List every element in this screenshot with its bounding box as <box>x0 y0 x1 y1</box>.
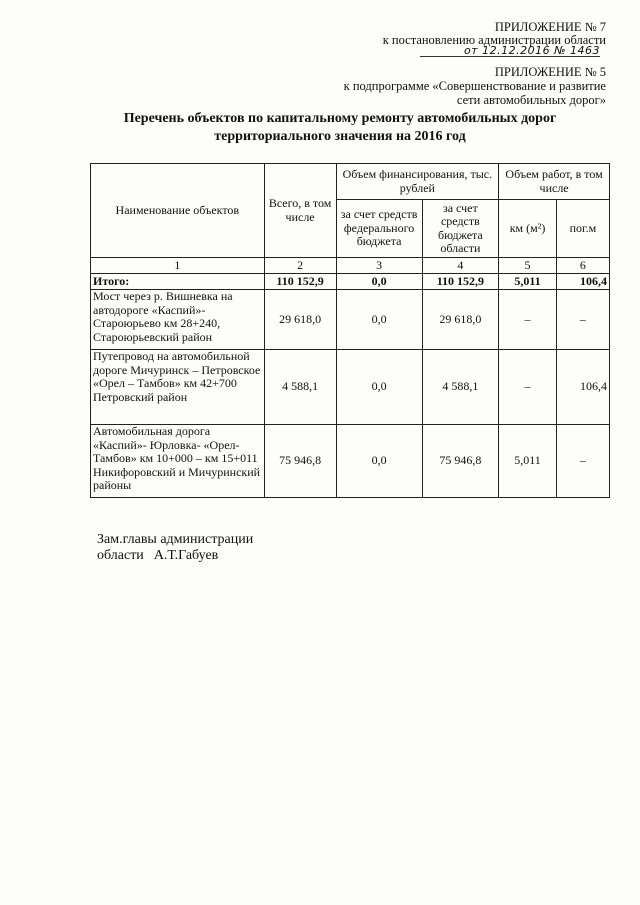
object-name: Мост через р. Вишневка на автодороге «Каспий»-Староюрьево км 28+240, Староюрьевский район <box>91 290 265 350</box>
total-label: Итого: <box>91 274 265 290</box>
object-federal: 0,0 <box>336 425 422 498</box>
header-total: Всего, в том числе <box>264 164 336 258</box>
appendix5-subtitle-line1: к подпрограмме «Совершенствование и развитие <box>343 79 606 93</box>
object-pm: – <box>556 290 609 350</box>
object-km: 5,011 <box>499 425 557 498</box>
header-financing-group: Объем финансирования, тыс. рублей <box>336 164 499 200</box>
column-numbers-row <box>91 258 610 274</box>
object-km: – <box>499 290 557 350</box>
col-num-3: 3 <box>336 258 422 274</box>
handwritten-underline <box>420 56 600 57</box>
table-row <box>91 290 610 350</box>
appendix5-title: ПРИЛОЖЕНИЕ № 5 <box>494 65 606 79</box>
object-total: 29 618,0 <box>264 290 336 350</box>
signature-line <box>97 548 218 564</box>
object-total: 75 946,8 <box>264 425 336 498</box>
handwritten-text: от 12.12.2016 № 1463 <box>463 44 600 57</box>
header-pm: пог.м <box>556 200 609 258</box>
total-sum: 110 152,9 <box>264 274 336 290</box>
object-name: Путепровод на автомобильной дороге Мичуринск – Петровское «Орел – Тамбов» км 42+700 Петровский район <box>91 350 265 425</box>
header-km: км (м²) <box>499 200 557 258</box>
appendix5-subtitle-line2: сети автомобильных дорог» <box>456 93 606 107</box>
object-name: Автомобильная дорога «Каспий»- Юрловка- «Орел-Тамбов» км 10+000 – км 15+011 Никифоровский и Мичуринский районы <box>91 425 265 498</box>
object-federal: 0,0 <box>336 290 422 350</box>
col-num-1: 1 <box>91 258 265 274</box>
header-works-group: Объем работ, в том числе <box>499 164 610 200</box>
header-federal: за счет средств федерального бюджета <box>336 200 422 258</box>
document-title-line2: территориального значения на 2016 год <box>214 129 466 144</box>
signature-position: Зам.главы администрации <box>97 532 254 547</box>
appendix7-title: ПРИЛОЖЕНИЕ № 7 <box>494 20 606 34</box>
document-title-line1: Перечень объектов по капитальному ремонту автомобильных дорог <box>123 111 557 126</box>
header-regional: за счет средств бюджета области <box>422 200 499 258</box>
object-total: 4 588,1 <box>264 350 336 425</box>
objects-table <box>90 163 610 498</box>
col-num-2: 2 <box>264 258 336 274</box>
handwritten-date-number <box>410 44 600 57</box>
total-km: 5,011 <box>499 274 557 290</box>
col-num-5: 5 <box>499 258 557 274</box>
header-row-top <box>91 164 610 200</box>
object-pm: 106,4 <box>556 350 609 425</box>
total-federal: 0,0 <box>336 274 422 290</box>
col-num-6: 6 <box>556 258 609 274</box>
signature-org: области <box>97 548 144 563</box>
total-regional: 110 152,9 <box>422 274 499 290</box>
signature-name: А.Т.Габуев <box>153 548 219 563</box>
object-pm: – <box>556 425 609 498</box>
object-regional: 4 588,1 <box>422 350 499 425</box>
col-num-4: 4 <box>422 258 499 274</box>
object-km: – <box>499 350 557 425</box>
object-federal: 0,0 <box>336 350 422 425</box>
total-pm: 106,4 <box>556 274 609 290</box>
object-regional: 75 946,8 <box>422 425 499 498</box>
header-name: Наименование объектов <box>91 164 265 258</box>
total-row <box>91 274 610 290</box>
table-row <box>91 350 610 425</box>
table-row <box>91 425 610 498</box>
appendix7-subtitle: к постановлению администрации области <box>382 33 606 47</box>
object-regional: 29 618,0 <box>422 290 499 350</box>
